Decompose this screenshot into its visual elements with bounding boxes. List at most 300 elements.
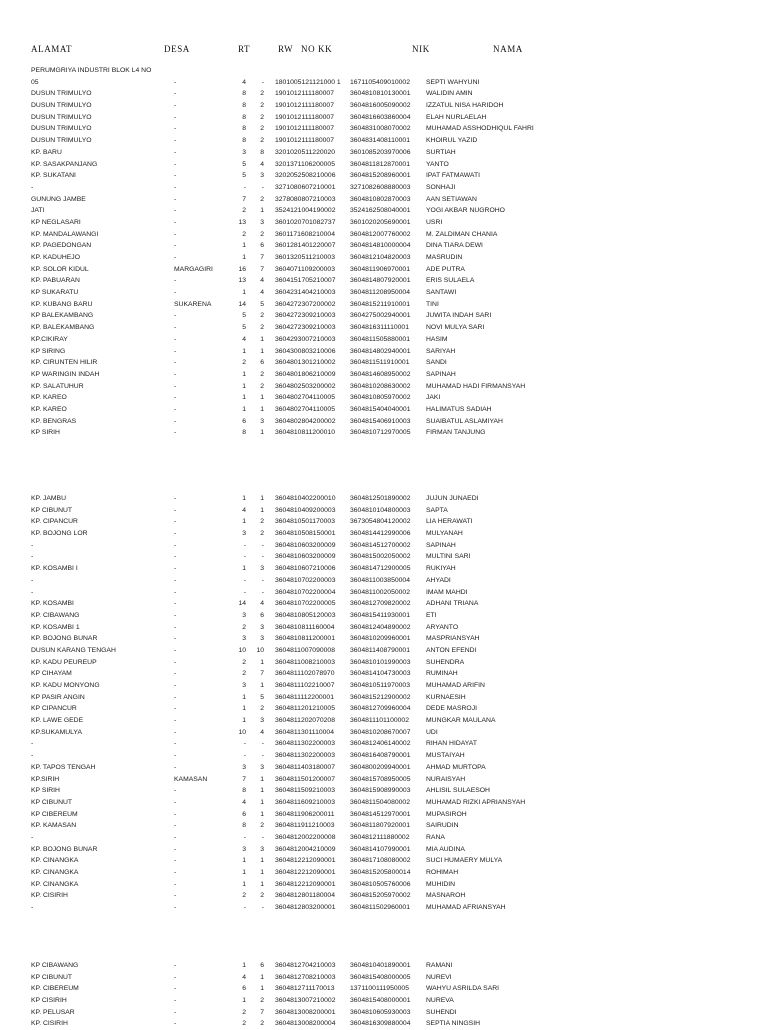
table-row xyxy=(0,287,768,299)
alamat-cell: KP.SUKAMULYA xyxy=(31,728,82,736)
rw-cell: 3 xyxy=(260,845,264,853)
nama-cell: MASRUDIN xyxy=(426,254,463,261)
rw-cell: 4 xyxy=(260,600,264,608)
nokk-cell: 3604071109200003 xyxy=(275,265,335,273)
nokk-cell: 3604810811200010 xyxy=(275,429,335,437)
rt-cell: - xyxy=(243,576,246,584)
nama-cell: DINA TIARA DEWI xyxy=(426,242,483,250)
table-row xyxy=(0,205,768,217)
nik-cell: 3601085203970006 xyxy=(350,148,411,156)
rw-cell: 5 xyxy=(260,693,264,701)
nokk-cell: 1901012111180007 xyxy=(275,125,334,133)
nokk-cell: 1901012111180007 xyxy=(275,90,334,98)
desa-cell: - xyxy=(174,985,177,993)
nokk-cell: 3604811609210003 xyxy=(275,798,335,806)
table-row xyxy=(0,762,768,774)
nama-cell: SURTIAH xyxy=(426,148,456,156)
nik-cell: 3604812709820002 xyxy=(350,600,411,608)
nik-cell: 3604811502960001 xyxy=(350,904,410,912)
alamat-cell: GUNUNG JAMBE xyxy=(31,195,86,203)
alamat-cell: KP. CINANGKA xyxy=(31,857,79,865)
nokk-cell: 3604810603200009 xyxy=(275,541,336,549)
table-row xyxy=(0,879,768,891)
rw-cell: 2 xyxy=(260,230,264,238)
nokk-cell: 3524121004190002 xyxy=(275,207,336,215)
nama-cell: SUAIBATUL ASLAMIYAH xyxy=(426,417,503,425)
rw-cell: 7 xyxy=(260,670,264,678)
table-row xyxy=(0,112,768,124)
nik-cell: 3604815205800014 xyxy=(350,869,411,876)
desa-cell: - xyxy=(174,382,177,390)
desa-cell: - xyxy=(174,553,177,561)
nama-cell: JUWITA INDAH SARI xyxy=(426,312,492,320)
desa-cell: - xyxy=(174,1020,177,1028)
alamat-cell: DUSUN TRIMULYO xyxy=(31,90,92,98)
nama-cell: IZZATUL NISA HARIDOH xyxy=(426,102,504,110)
nama-cell: MUNGKAR MAULANA xyxy=(426,717,496,725)
nama-cell: MASPRIANSYAH xyxy=(426,635,480,643)
nik-cell: 3604812007760002 xyxy=(350,230,411,238)
table-row xyxy=(0,135,768,147)
rw-cell: 2 xyxy=(260,102,264,110)
rw-cell: 1 xyxy=(260,869,264,876)
nik-cell: 3604810208670007 xyxy=(350,728,411,736)
alamat-cell: KP. CINANGKA xyxy=(31,869,79,876)
desa-cell: - xyxy=(174,904,177,912)
table-row-continuation xyxy=(0,65,768,77)
table-row xyxy=(0,610,768,622)
nama-cell: AAN SETIAWAN xyxy=(426,195,477,203)
rw-cell: 2 xyxy=(260,113,264,121)
nama-cell: ARYANTO xyxy=(426,623,459,631)
rt-cell: 3 xyxy=(242,763,246,771)
nokk-cell: 3604811911210003 xyxy=(275,822,335,830)
rw-cell: 6 xyxy=(260,962,264,969)
nik-cell: 3604815404040001 xyxy=(350,405,411,413)
rt-cell: 6 xyxy=(242,985,246,993)
desa-cell: - xyxy=(174,137,177,145)
desa-cell: - xyxy=(174,588,177,596)
nik-cell: 3604811408790001 xyxy=(350,646,410,654)
nik-cell: 3604814807920001 xyxy=(350,277,411,285)
table-row xyxy=(0,346,768,358)
nik-cell: 3604811906970001 xyxy=(350,265,410,273)
nama-cell: UDI xyxy=(426,728,438,736)
table-row xyxy=(0,275,768,287)
desa-cell: - xyxy=(174,658,177,666)
rt-cell: 13 xyxy=(238,218,246,226)
alamat-cell: KP CIBUNUT xyxy=(31,506,73,514)
nokk-cell: 3604810702200003 xyxy=(275,576,336,584)
table-row xyxy=(0,357,768,369)
desa-cell: - xyxy=(174,335,177,343)
desa-cell: - xyxy=(174,869,177,876)
desa-cell: - xyxy=(174,495,177,502)
rw-cell: - xyxy=(261,183,264,191)
rt-cell: 8 xyxy=(242,787,246,795)
rw-cell: 2 xyxy=(260,530,264,538)
rw-cell: 2 xyxy=(260,324,264,332)
table-row xyxy=(0,170,768,182)
alamat-cell: PERUMGRIYA INDUSTRI BLOK L4 NO xyxy=(31,67,152,74)
nama-cell: RAMANI xyxy=(426,962,453,969)
nokk-cell: 3604811202070208 xyxy=(275,717,335,725)
nama-cell: RUKIYAH xyxy=(426,565,456,573)
table-row xyxy=(0,427,768,439)
nokk-cell: 3604811301110004 xyxy=(275,728,334,736)
desa-cell: - xyxy=(174,347,177,355)
nik-cell: 3604811504080002 xyxy=(350,798,410,806)
desa-cell: - xyxy=(174,670,177,678)
table-row xyxy=(0,995,768,1007)
rt-cell: 1 xyxy=(242,405,246,413)
table-row xyxy=(0,381,768,393)
table-row xyxy=(0,563,768,575)
desa-cell: - xyxy=(174,857,177,865)
rw-cell: 7 xyxy=(260,254,264,261)
table-row xyxy=(0,832,768,844)
table-section-3 xyxy=(0,960,768,1030)
desa-cell: - xyxy=(174,600,177,608)
nama-cell: SAPINAH xyxy=(426,541,456,549)
rt-cell: - xyxy=(243,541,246,549)
desa-cell: - xyxy=(174,312,177,320)
nama-cell: MUHAMAD AFRIANSYAH xyxy=(426,904,506,912)
nama-cell: ROHIMAH xyxy=(426,869,459,876)
alamat-cell: DUSUN TRIMULYO xyxy=(31,102,92,110)
alamat-cell: KP. BENGRAS xyxy=(31,417,77,425)
table-row xyxy=(0,240,768,252)
rw-cell: 8 xyxy=(260,148,264,156)
nama-cell: WALIDIN AMIN xyxy=(426,90,473,98)
table-row xyxy=(0,960,768,972)
nama-cell: DEDE MASROJI xyxy=(426,705,477,713)
nik-cell: 3604815002050002 xyxy=(350,553,411,561)
nama-cell: ADE PUTRA xyxy=(426,265,465,273)
header-nama: NAMA xyxy=(493,44,523,54)
nama-cell: ANTON EFENDI xyxy=(426,646,477,654)
table-row xyxy=(0,668,768,680)
alamat-cell: - xyxy=(31,904,34,912)
table-row xyxy=(0,855,768,867)
nokk-cell: 3604810409200003 xyxy=(275,506,336,514)
nama-cell: HASIM xyxy=(426,335,448,343)
nama-cell: AHMAD MURTOPA xyxy=(426,763,486,771)
alamat-cell: KP CISIRIH xyxy=(31,997,67,1005)
nokk-cell: 1901012111180007 xyxy=(275,102,334,110)
alamat-cell: KP CIBUNUT xyxy=(31,798,73,806)
nokk-cell: 3604812004210009 xyxy=(275,845,336,853)
table-row xyxy=(0,983,768,995)
rw-cell: 1 xyxy=(260,810,264,818)
rw-cell: 1 xyxy=(260,335,264,343)
nokk-cell: 3604802804200002 xyxy=(275,417,336,425)
nama-cell: KHOIRUL YAZID xyxy=(426,137,478,145)
rt-cell: 10 xyxy=(238,728,246,736)
table-row xyxy=(0,540,768,552)
rw-cell: 6 xyxy=(260,359,264,367)
table-row xyxy=(0,785,768,797)
nokk-cell: 3604812212090001 xyxy=(275,880,336,888)
desa-cell: - xyxy=(174,646,177,654)
rt-cell: 3 xyxy=(242,635,246,643)
nik-cell: 3604815205970002 xyxy=(350,892,411,900)
nama-cell: AHYADI xyxy=(426,576,451,584)
nik-cell: 3604815406910003 xyxy=(350,417,411,425)
alamat-cell: KP SIRIH xyxy=(31,429,60,437)
nokk-cell: 3604812711170013 xyxy=(275,985,335,993)
alamat-cell: KP CIBUNUT xyxy=(31,973,73,981)
rt-cell: 3 xyxy=(242,611,246,619)
nokk-cell: 3604810811160004 xyxy=(275,623,335,631)
alamat-cell: 05 xyxy=(31,78,39,86)
desa-cell: - xyxy=(174,277,177,285)
nama-cell: NURAISYAH xyxy=(426,775,466,783)
alamat-cell: KP CIBAWANG xyxy=(31,962,79,969)
rw-cell: 1 xyxy=(260,506,264,514)
rw-cell: - xyxy=(261,78,264,86)
rt-cell: 2 xyxy=(242,892,246,900)
rt-cell: - xyxy=(243,833,246,841)
alamat-cell: - xyxy=(31,576,34,584)
rt-cell: 1 xyxy=(242,347,246,355)
nama-cell: RIHAN HIDAYAT xyxy=(426,740,477,748)
header-nik: NIK xyxy=(412,44,430,54)
nama-cell: JAKI xyxy=(426,394,441,402)
alamat-cell: KP. SASAKPANJANG xyxy=(31,160,98,168)
desa-cell: - xyxy=(174,324,177,332)
desa-cell: - xyxy=(174,148,177,156)
nik-cell: 3604811812870001 xyxy=(350,160,410,168)
rt-cell: 3 xyxy=(242,845,246,853)
rt-cell: - xyxy=(243,752,246,760)
table-row xyxy=(0,392,768,404)
nik-cell: 3604811511910001 xyxy=(350,359,410,367)
nokk-cell: 3271080607210001 xyxy=(275,183,336,191)
rt-cell: 2 xyxy=(242,1020,246,1028)
alamat-cell: KP CIPANCUR xyxy=(31,705,77,713)
rw-cell: 2 xyxy=(260,997,264,1005)
nama-cell: MUHIDIN xyxy=(426,880,456,888)
rw-cell: 2 xyxy=(260,195,264,203)
nik-cell: 3604815212900002 xyxy=(350,693,411,701)
nokk-cell: 3601281401220007 xyxy=(275,242,336,250)
table-row xyxy=(0,505,768,517)
rt-cell: 7 xyxy=(242,775,246,783)
nokk-cell: 3604810501170003 xyxy=(275,518,335,526)
rt-cell: 8 xyxy=(242,113,246,121)
nik-cell: 3604814412990006 xyxy=(350,530,411,538)
rw-cell: - xyxy=(261,541,264,549)
alamat-cell: - xyxy=(31,740,34,748)
table-row xyxy=(0,738,768,750)
desa-cell: - xyxy=(174,611,177,619)
rt-cell: 14 xyxy=(238,600,246,608)
nik-cell: 3604815208960001 xyxy=(350,172,411,180)
table-row xyxy=(0,123,768,135)
alamat-cell: KP. KOSAMBI 1 xyxy=(31,623,80,631)
table-row xyxy=(0,1018,768,1030)
desa-cell: SUKARENA xyxy=(174,300,212,308)
alamat-cell: KP. JAMBU xyxy=(31,495,67,502)
rt-cell: 1 xyxy=(242,254,246,261)
table-row xyxy=(0,194,768,206)
rw-cell: 2 xyxy=(260,125,264,133)
nik-cell: 3673054804120002 xyxy=(350,518,411,526)
nama-cell: USRI xyxy=(426,218,443,226)
nik-cell: 3604810810130001 xyxy=(350,90,411,98)
alamat-cell: KP. CINANGKA xyxy=(31,880,79,888)
nik-cell: 3604831408110001 xyxy=(350,137,410,145)
alamat-cell: KP CIBEREUM xyxy=(31,810,78,818)
alamat-cell: JATI xyxy=(31,207,45,215)
nik-cell: 3604810712970005 xyxy=(350,429,411,437)
table-row xyxy=(0,867,768,879)
nama-cell: JUJUN JUNAEDI xyxy=(426,495,479,502)
nama-cell: SUHENDI xyxy=(426,1008,457,1016)
alamat-cell: KP. PAGEDONGAN xyxy=(31,242,92,250)
alamat-cell: KP. BALEKAMBANG xyxy=(31,324,95,332)
desa-cell: - xyxy=(174,289,177,297)
rt-cell: 1 xyxy=(242,242,246,250)
table-row xyxy=(0,598,768,610)
nokk-cell: 3604811112200001 xyxy=(275,693,334,701)
nokk-cell: 3601020701082737 xyxy=(275,218,336,226)
nokk-cell: 1901012111180007 xyxy=(275,113,334,121)
nik-cell: 3604816309880004 xyxy=(350,1020,411,1028)
desa-cell: - xyxy=(174,822,177,830)
rt-cell: 5 xyxy=(242,160,246,168)
rt-cell: 2 xyxy=(242,623,246,631)
rt-cell: 4 xyxy=(242,78,246,86)
table-section-1 xyxy=(0,65,768,439)
rt-cell: 1 xyxy=(242,394,246,402)
nokk-cell: 3604811102078970 xyxy=(275,670,335,678)
rw-cell: 1 xyxy=(260,207,264,215)
nik-cell: 3604812709960004 xyxy=(350,705,411,713)
rw-cell: 1 xyxy=(260,880,264,888)
nik-cell: 3604814608950002 xyxy=(350,370,411,378)
alamat-cell: - xyxy=(31,183,34,191)
alamat-cell: KP. KAREO xyxy=(31,405,67,413)
nokk-cell: 3604272309210003 xyxy=(275,324,336,332)
desa-cell: - xyxy=(174,125,177,133)
desa-cell: - xyxy=(174,218,177,226)
nama-cell: HALIMATUS SADIAH xyxy=(426,405,492,413)
nokk-cell: 3604811201210005 xyxy=(275,705,335,713)
alamat-cell: KP. KAMASAN xyxy=(31,822,77,830)
rw-cell: - xyxy=(261,904,264,912)
rw-cell: 1 xyxy=(260,985,264,993)
rw-cell: - xyxy=(261,553,264,561)
rt-cell: 4 xyxy=(242,973,246,981)
nokk-cell: 3604811501200007 xyxy=(275,775,335,783)
nama-cell: ADHANI TRIANA xyxy=(426,600,479,608)
nama-cell: RUMINAH xyxy=(426,670,458,678)
nama-cell: M. ZALDIMAN CHANIA xyxy=(426,230,498,238)
alamat-cell: KP. KADU PEUREUP xyxy=(31,658,97,666)
desa-cell: - xyxy=(174,810,177,818)
rw-cell: 1 xyxy=(260,973,264,981)
nokk-cell: 3604151705210007 xyxy=(275,277,336,285)
rw-cell: 2 xyxy=(260,892,264,900)
table-row xyxy=(0,322,768,334)
nik-cell: 3604275002940001 xyxy=(350,312,411,320)
rw-cell: - xyxy=(261,576,264,584)
alamat-cell: KP SUKARATU xyxy=(31,289,79,297)
table-row xyxy=(0,264,768,276)
alamat-cell: KP PASIR ANGIN xyxy=(31,693,85,701)
alamat-cell: KP CIHAYAM xyxy=(31,670,72,678)
rt-cell: 1 xyxy=(242,717,246,725)
table-row xyxy=(0,88,768,100)
nokk-cell: 3202052508210006 xyxy=(275,172,336,180)
nik-cell: 3604811003850004 xyxy=(350,576,410,584)
nama-cell: SAPTA xyxy=(426,506,448,514)
rw-cell: 6 xyxy=(260,611,264,619)
nama-cell: NUREVA xyxy=(426,997,454,1005)
nik-cell: 3604816311110001 xyxy=(350,324,409,332)
nokk-cell: 3604813007210002 xyxy=(275,997,336,1005)
rw-cell: 1 xyxy=(260,394,264,402)
nik-cell: 3604814107990001 xyxy=(350,845,411,853)
rw-cell: 2 xyxy=(260,370,264,378)
rt-cell: 2 xyxy=(242,359,246,367)
rt-cell: 1 xyxy=(242,518,246,526)
nokk-cell: 3604812708210003 xyxy=(275,973,336,981)
alamat-cell: KP. BOJONG BUNAR xyxy=(31,845,98,853)
rt-cell: 6 xyxy=(242,810,246,818)
alamat-cell: - xyxy=(31,752,34,760)
rt-cell: 1 xyxy=(242,495,246,502)
desa-cell: - xyxy=(174,113,177,121)
nokk-cell: 3604811302200003 xyxy=(275,752,335,760)
rw-cell: 4 xyxy=(260,728,264,736)
rw-cell: 2 xyxy=(260,705,264,713)
rt-cell: 3 xyxy=(242,682,246,689)
desa-cell: - xyxy=(174,394,177,402)
nik-cell: 3604814712900005 xyxy=(350,565,411,573)
header-rw: RW xyxy=(278,44,294,54)
nik-cell: 3604831008070002 xyxy=(350,125,411,133)
desa-cell: - xyxy=(174,207,177,215)
desa-cell: - xyxy=(174,752,177,760)
desa-cell: MARGAGIRI xyxy=(174,265,213,273)
alamat-cell: KP. BOJONG BUNAR xyxy=(31,635,98,643)
nik-cell: 3604811101100002 xyxy=(350,717,409,725)
rw-cell: 5 xyxy=(260,300,264,308)
desa-cell: - xyxy=(174,880,177,888)
nama-cell: SAIRUDIN xyxy=(426,822,459,830)
section-rows xyxy=(0,77,768,439)
nama-cell: KURNAESIH xyxy=(426,693,466,701)
table-row xyxy=(0,844,768,856)
nama-cell: SEPTI WAHYUNI xyxy=(426,78,480,86)
nama-cell: SANDI xyxy=(426,359,447,367)
nokk-cell: 1901012111180007 xyxy=(275,137,334,145)
desa-cell: - xyxy=(174,962,177,969)
nik-cell: 3604810104800003 xyxy=(350,506,411,514)
alamat-cell: KP. CIBAWANG xyxy=(31,611,80,619)
nama-cell: RANA xyxy=(426,833,445,841)
alamat-cell: DUSUN TRIMULYO xyxy=(31,137,92,145)
desa-cell: - xyxy=(174,892,177,900)
rw-cell: 6 xyxy=(260,242,264,250)
desa-cell: - xyxy=(174,798,177,806)
alamat-cell: KP. KADU MONYONG xyxy=(31,682,100,689)
nama-cell: SAPINAH xyxy=(426,370,456,378)
rt-cell: - xyxy=(243,183,246,191)
